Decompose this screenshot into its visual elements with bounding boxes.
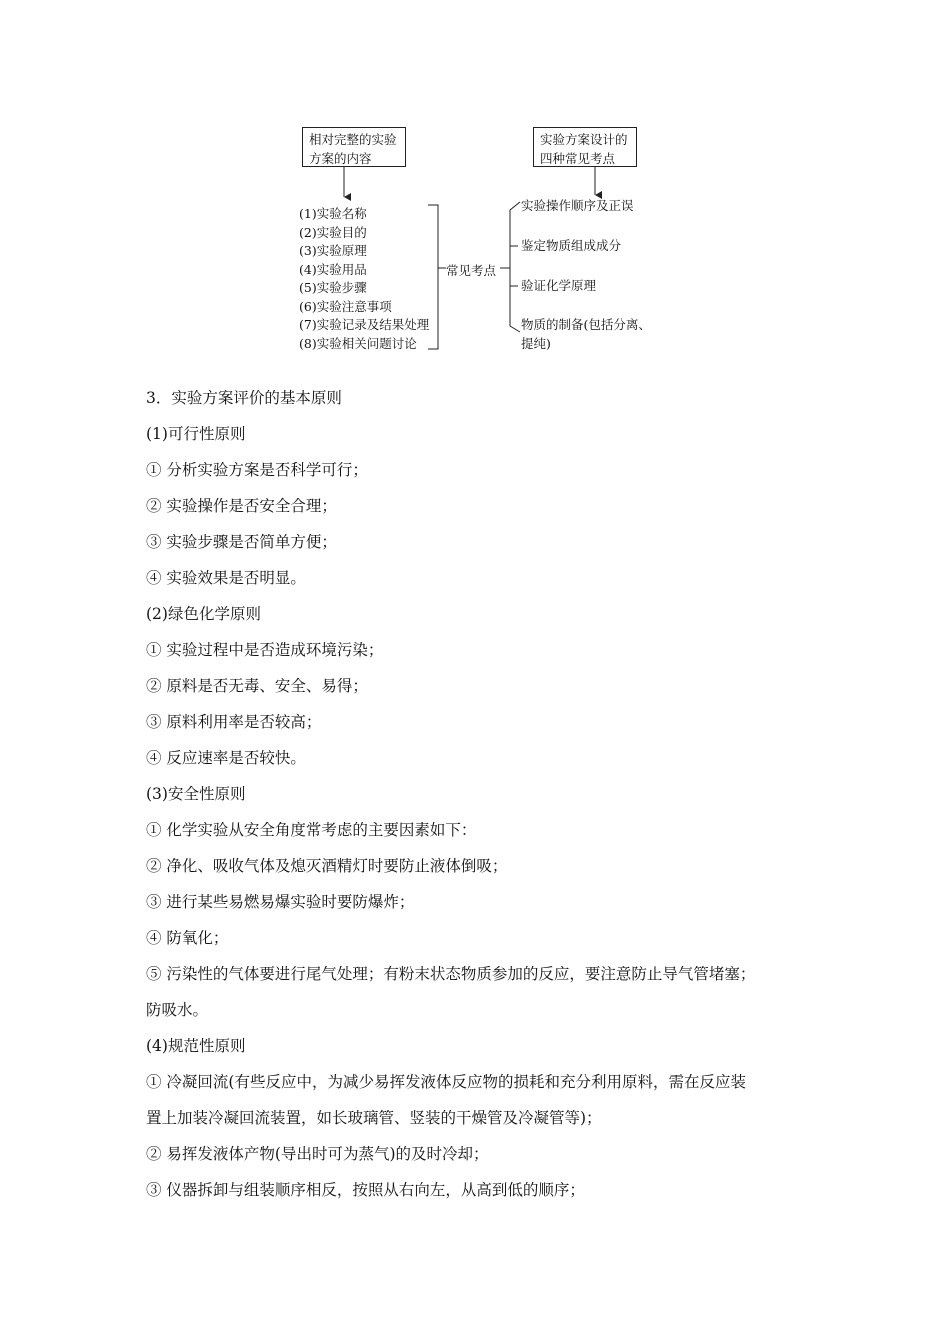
center-label-common-points: 常见考点	[446, 263, 497, 278]
left-box-content-of-plan	[302, 127, 406, 167]
list-item: (3)实验原理	[299, 243, 367, 258]
list-item: (8)实验相关问题讨论	[299, 335, 417, 351]
right-box-line-2: 四种常见考点	[540, 151, 616, 166]
subsection-heading: (4)规范性原则	[146, 1037, 246, 1055]
text-line: ② 实验操作是否安全合理；	[146, 497, 337, 515]
text-line: ① 实验过程中是否造成环境污染；	[146, 641, 384, 659]
text-line: ② 原料是否无毒、安全、易得；	[146, 677, 368, 695]
text-line: ③ 进行某些易燃易爆实验时要防爆炸；	[146, 893, 415, 911]
exam-point-item: 鉴定物质组成成分	[521, 238, 622, 253]
text-line: ④ 反应速率是否较快。	[146, 749, 306, 767]
diagram-connector-lines	[0, 0, 950, 370]
left-box-line-1: 相对完整的实验	[309, 132, 397, 147]
list-item: (4)实验用品	[299, 261, 367, 277]
list-item: (1)实验名称	[299, 206, 367, 221]
section-heading: 3．实验方案评价的基本原则	[146, 389, 342, 407]
text-line: ② 净化、吸收气体及熄灭酒精灯时要防止液体倒吸；	[146, 857, 508, 875]
text-line: ② 易挥发液体产物(导出时可为蒸气)的及时冷却；	[146, 1145, 489, 1163]
left-box-line-2: 方案的内容	[309, 151, 372, 166]
text-line: ④ 实验效果是否明显。	[146, 569, 306, 587]
text-line: 防吸水。	[146, 1001, 209, 1019]
text-line: ④ 防氧化；	[146, 929, 229, 947]
list-item: (6)实验注意事项	[299, 298, 392, 314]
text-line: ① 化学实验从安全角度常考虑的主要因素如下：	[146, 821, 477, 839]
text-line: ① 冷凝回流(有些反应中，为减少易挥发液体反应物的损耗和充分利用原料，需在反应装	[146, 1073, 746, 1091]
text-line: ⑤ 污染性的气体要进行尾气处理；有粉末状态物质参加的反应，要注意防止导气管堵塞；	[146, 965, 756, 983]
text-line: 置上加装冷凝回流装置，如长玻璃管、竖装的干燥管及冷凝管等)；	[146, 1109, 602, 1127]
list-item: (2)实验目的	[299, 224, 367, 240]
exam-point-item: 实验操作顺序及正误	[521, 198, 634, 213]
right-box-line-1: 实验方案设计的	[540, 132, 628, 147]
exam-point-item-continued: 提纯)	[521, 336, 551, 351]
text-line: ③ 原料利用率是否较高；	[146, 713, 322, 731]
text-line: ③ 仪器拆卸与组装顺序相反，按照从右向左，从高到低的顺序；	[146, 1181, 585, 1199]
list-item: (5)实验步骤	[299, 280, 367, 295]
exam-point-item: 物质的制备(包括分离、	[521, 317, 651, 332]
subsection-heading: (2)绿色化学原则	[146, 605, 261, 623]
right-box-common-exam-points	[533, 127, 637, 167]
list-item: (7)实验记录及结果处理	[299, 317, 430, 332]
subsection-heading: (3)安全性原则	[146, 785, 246, 803]
experiment-design-diagram	[0, 0, 950, 370]
text-line: ③ 实验步骤是否简单方便；	[146, 533, 337, 551]
exam-point-item: 验证化学原理	[521, 278, 597, 293]
text-line: ① 分析实验方案是否科学可行；	[146, 461, 368, 479]
plan-content-list	[299, 205, 429, 353]
evaluation-principles-text	[146, 380, 826, 1208]
subsection-heading: (1)可行性原则	[146, 425, 246, 443]
